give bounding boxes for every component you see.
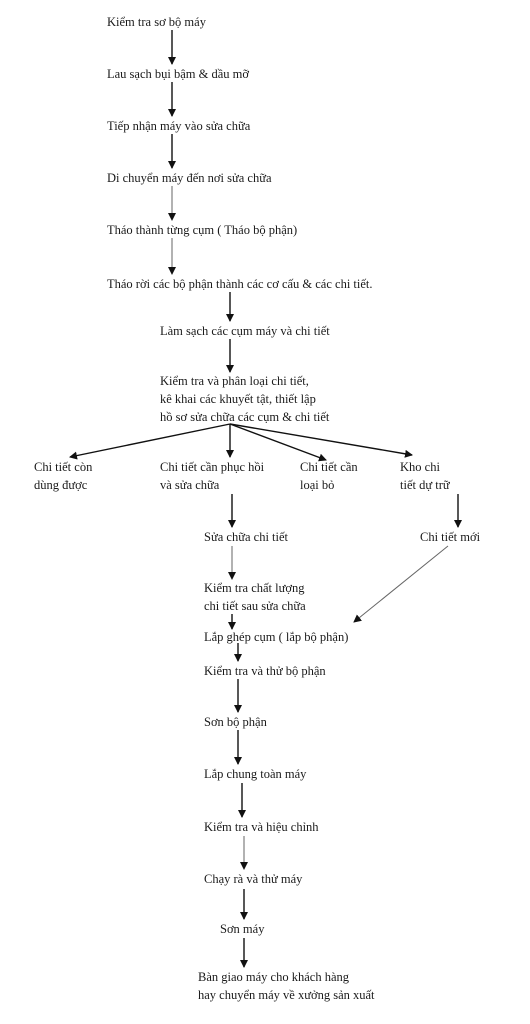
step-check-adjust: Kiểm tra và hiệu chỉnh (204, 820, 319, 834)
step-disassemble-parts: Tháo rời các bộ phận thành các cơ cấu & các chi tiết. (107, 277, 373, 291)
branch-usable-parts: Chi tiết còn dùng được (34, 460, 93, 492)
step-move-machine: Di chuyển máy đến nơi sửa chữa (107, 171, 272, 185)
step-new-parts: Chi tiết mới (420, 530, 481, 544)
arrow-s10-s12 (354, 546, 448, 622)
step-repair-parts: Sửa chữa chi tiết (204, 530, 289, 544)
step-inspect-classify: Kiểm tra và phân loại chi tiết, kê khai các khuyết tật, thiết lập hồ sơ sửa chữa các cụm & chi tiết (160, 374, 330, 424)
step-paint-machine: Sơn máy (220, 922, 265, 936)
arrow-s08-b3 (230, 424, 326, 460)
step-paint-assemblies: Sơn bộ phận (204, 715, 267, 729)
step-receive-machine: Tiếp nhận máy vào sửa chữa (107, 119, 251, 133)
step-clean-parts: Làm sạch các cụm máy và chi tiết (160, 324, 330, 338)
branch-repair-parts: Chi tiết cần phục hồi và sửa chữa (160, 460, 265, 492)
arrow-s08-b1 (70, 424, 230, 457)
branch-spare-parts-store: Kho chi tiết dự trữ (400, 460, 450, 492)
branch-discard-parts: Chi tiết cần loại bỏ (300, 460, 358, 492)
step-run-in-test: Chạy rà và thử máy (204, 872, 303, 886)
step-test-assemblies: Kiểm tra và thử bộ phận (204, 664, 326, 678)
step-disassemble-assemblies: Tháo thành từng cụm ( Tháo bộ phận) (107, 223, 298, 237)
step-quality-check: Kiểm tra chất lượng chi tiết sau sửa chữa (204, 581, 306, 613)
arrow-s08-b4 (230, 424, 412, 455)
step-final-assembly: Lắp chung toàn máy (204, 767, 307, 781)
step-assemble-assemblies: Lắp ghép cụm ( lắp bộ phận) (204, 630, 349, 644)
step-clean-dust-grease: Lau sạch bụi bậm & dầu mỡ (107, 67, 249, 81)
step-preliminary-inspection: Kiểm tra sơ bộ máy (107, 15, 206, 29)
step-handover: Bàn giao máy cho khách hàng hay chuyển máy về xưởng sản xuất (198, 970, 375, 1002)
